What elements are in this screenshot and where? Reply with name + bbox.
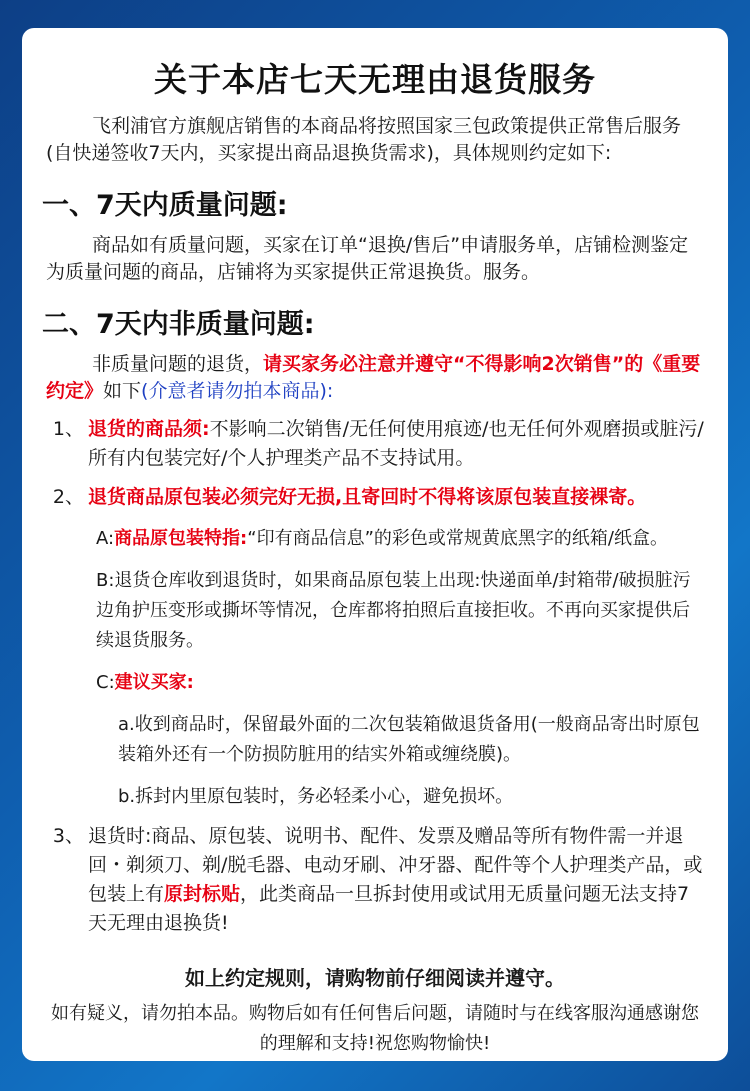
rule-item-1 [46, 415, 704, 473]
sub-highlight: 商品原包装特指: [114, 528, 248, 549]
rule-number: 2、 [52, 486, 84, 508]
intro-paragraph: 飞利浦官方旗舰店销售的本商品将按照国家三包政策提供正常售后服务(自快递签收7天内，买家提出商品退换货需求)，具体规则约定如下: [46, 115, 682, 164]
rule-text [88, 822, 704, 938]
policy-card [22, 28, 728, 1061]
section1-heading: 一、7天内质量问题: [42, 190, 288, 221]
footer-reminder: 如上约定规则，请购物前仔细阅读并遵守。 [185, 966, 565, 990]
important-agreement: 请买家务必注意并遵守“不得影响2次销售”的《重要约定》 [46, 353, 701, 402]
section2-text-b: 如下 [103, 380, 142, 402]
rule-number: 1、 [52, 418, 84, 440]
footer-text: 如有疑义，请勿拍本品。购物后如有任何售后问题，请随时与在线客服沟通感谢您的理解和支持!祝您购物愉快! [51, 1003, 699, 1054]
page-title: 关于本店七天无理由退货服务 [154, 60, 596, 99]
sub-label: C: [96, 672, 115, 693]
rule-body: 不影响二次销售/无任何使用痕迹/也无任何外观磨损或脏污/所有内包装完好/个人护理类产品不支持试用。 [88, 418, 704, 469]
rule-body-a: 退货时:商品、原包装、说明书、配件、发票及赠品等所有物件需一并退回・剃须刀、剃/脱毛器、电动牙刷、冲牙器、配件等个人护理类产品，或包装上有 [88, 825, 703, 905]
rule-highlight: 退货商品原包装必须完好无损,且寄回时不得将该原包装直接裸寄。 [88, 486, 647, 508]
rule-item-3 [46, 822, 704, 938]
sub-label: A: [96, 528, 115, 549]
rule-highlight: 退货的商品须: [88, 418, 210, 440]
rule-2-sub-c-b: b.拆封内里原包装时，务必轻柔小心，避免损坏。 [118, 786, 514, 807]
rule-body-b: ，此类商品一旦拆封使用或试用无质量问题无法支持7天无理由退换货! [88, 883, 690, 934]
section2-text-a: 非质量问题的退货， [92, 353, 264, 375]
rule-highlight: 原封标贴 [164, 883, 241, 905]
rule-item-2 [46, 483, 704, 512]
section1-text: 商品如有质量问题，买家在订单“退换/售后”申请服务单，店铺检测鉴定为质量问题的商品，店铺将为买家提供正常退换货。服务。 [46, 234, 689, 283]
rule-2-sub-c-a: a.收到商品时，保留最外面的二次包装箱做退货备用(一般商品寄出时原包装箱外还有一个防损防脏用的结实外箱或缠绕膜)。 [118, 714, 700, 765]
rule-number: 3、 [52, 825, 84, 847]
rule-text [88, 415, 704, 473]
sub-highlight: 建议买家: [114, 672, 194, 693]
sub-body: “印有商品信息”的彩色或常规黄底黑字的纸箱/纸盒。 [247, 528, 668, 549]
rule-2-sub-a [46, 524, 704, 554]
rule-2-sub-b: B:退货仓库收到退货时，如果商品原包装上出现:快递面单/封箱带/破损脏污边角护压变形或撕坏等情况，仓库都将拍照后直接拒收。不再向买家提供后续退货服务。 [96, 570, 691, 651]
section2-text [46, 351, 704, 405]
section2-heading: 二、7天内非质量问题: [42, 309, 315, 340]
notice-text: (介意者请勿拍本商品): [141, 380, 334, 402]
rule-2-sub-c [46, 668, 704, 698]
